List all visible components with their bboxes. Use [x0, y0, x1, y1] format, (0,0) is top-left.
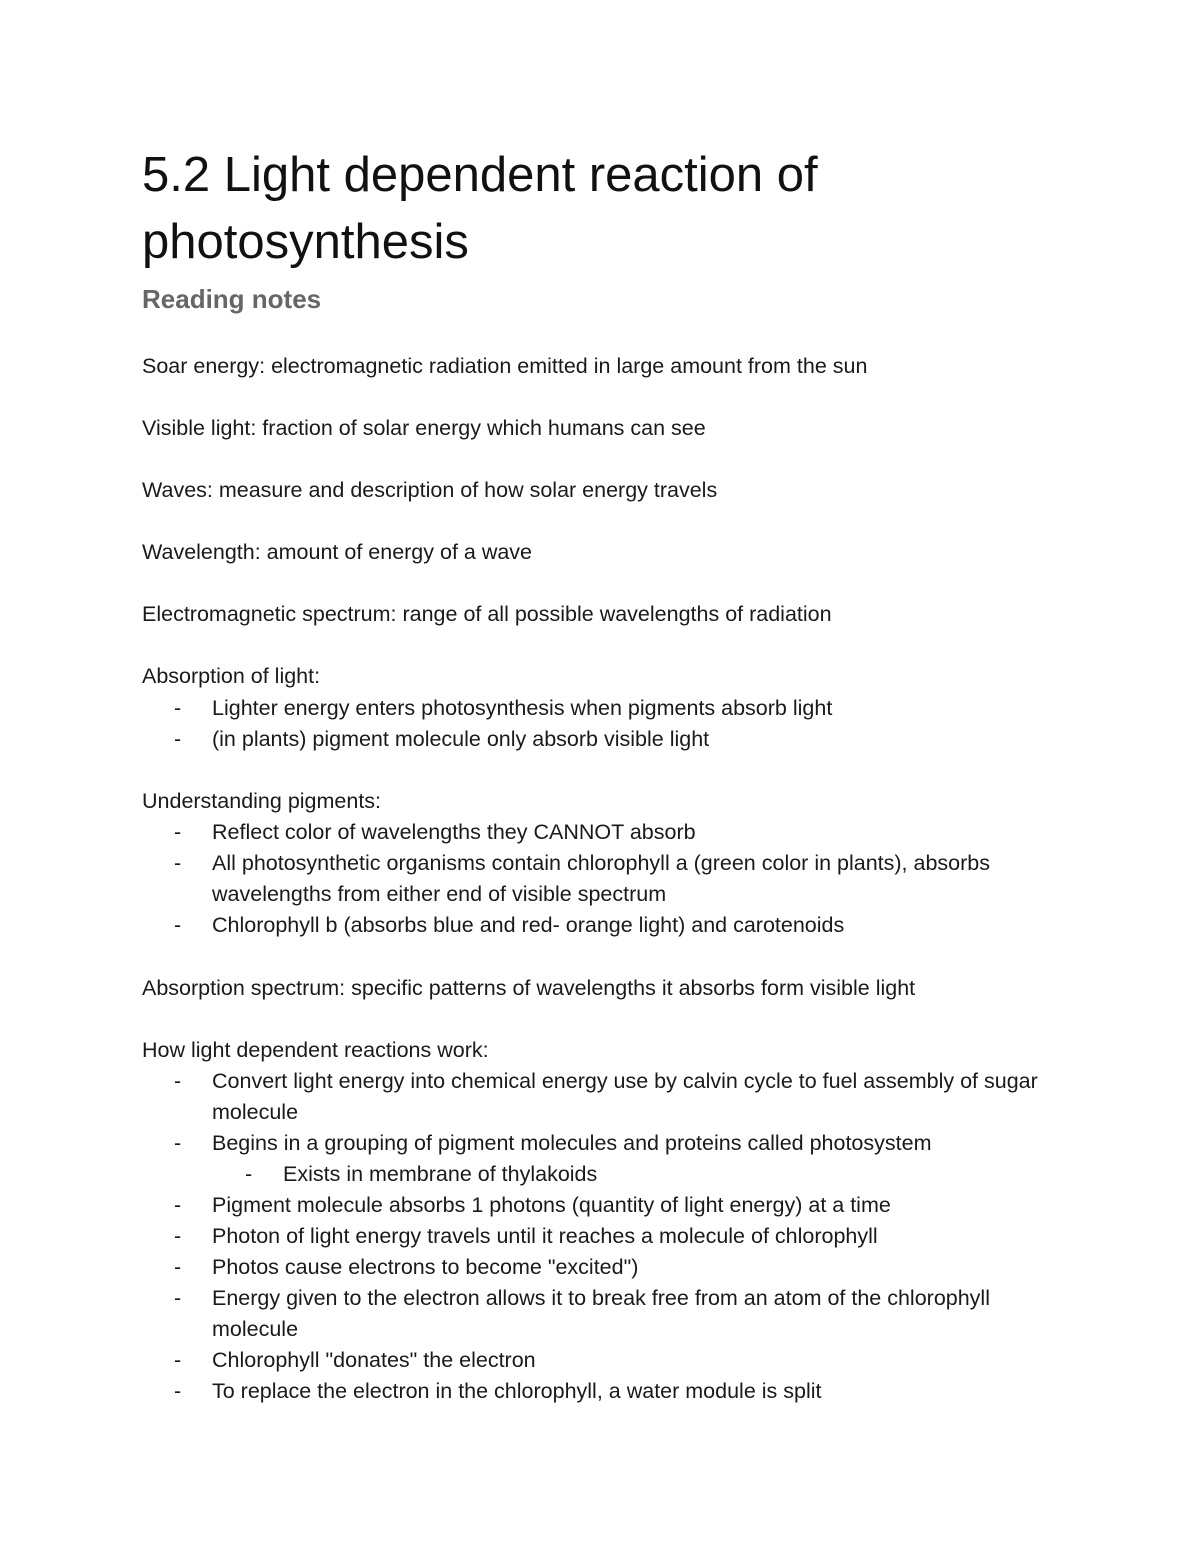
pigments-heading: Understanding pigments:: [142, 789, 382, 813]
bullet-dash: -: [174, 696, 182, 720]
list-item: - Chlorophyll "donates" the electron: [142, 1345, 1072, 1376]
absorption-heading: Absorption of light:: [142, 664, 321, 688]
bullet-dash: -: [174, 1069, 182, 1093]
list-subitem: - Exists in membrane of thylakoids: [142, 1159, 1073, 1190]
pigments-list: [142, 817, 1072, 941]
list-item: - Lighter energy enters photosynthesis when pigments absorb light: [142, 693, 1072, 724]
list-item: - Photos cause electrons to become "excited"): [142, 1252, 1072, 1283]
bullet-dash: -: [245, 1162, 253, 1186]
list-item: - To replace the electron in the chlorophyll, a water module is split: [142, 1376, 1072, 1407]
absorption-spectrum-definition: Absorption spectrum: specific patterns of wavelengths it absorbs form visible light: [142, 976, 916, 1000]
absorption-list: [142, 693, 1072, 755]
bullet-dash: -: [174, 1224, 182, 1248]
bullet-dash: -: [174, 1255, 182, 1279]
definition-solar-energy: Soar energy: electromagnetic radiation emitted in large amount from the sun: [142, 354, 868, 378]
bullet-dash: -: [174, 1379, 182, 1403]
bullet-dash: -: [174, 851, 182, 875]
bullet-dash: -: [174, 1348, 182, 1372]
page-title: 5.2 Light dependent reaction of photosynthesis: [142, 148, 818, 269]
definition-electromagnetic-spectrum: Electromagnetic spectrum: range of all possible wavelengths of radiation: [142, 602, 832, 626]
bullet-dash: -: [174, 727, 182, 751]
list-item: - Photon of light energy travels until it reaches a molecule of chlorophyll: [142, 1221, 1072, 1252]
list-item: - Reflect color of wavelengths they CANNOT absorb: [142, 817, 1072, 848]
definition-visible-light: Visible light: fraction of solar energy which humans can see: [142, 416, 706, 440]
bullet-dash: -: [174, 1193, 182, 1217]
bullet-dash: -: [174, 913, 182, 937]
definition-wavelength: Wavelength: amount of energy of a wave: [142, 540, 533, 564]
list-item: - Convert light energy into chemical energy use by calvin cycle to fuel assembly of sugar molecule: [142, 1066, 1072, 1128]
definition-waves: Waves: measure and description of how solar energy travels: [142, 478, 718, 502]
list-item: - Pigment molecule absorbs 1 photons (quantity of light energy) at a time: [142, 1190, 1072, 1221]
list-item: - All photosynthetic organisms contain chlorophyll a (green color in plants), absorbs wavelengths from either end of visible spectrum: [142, 848, 1072, 910]
bullet-dash: -: [174, 820, 182, 844]
reactions-heading: How light dependent reactions work:: [142, 1038, 489, 1062]
bullet-dash: -: [174, 1131, 182, 1155]
list-item: - Energy given to the electron allows it to break free from an atom of the chlorophyll molecule: [142, 1283, 1072, 1345]
list-item: - (in plants) pigment molecule only absorb visible light: [142, 724, 1072, 755]
list-item: - Begins in a grouping of pigment molecules and proteins called photosystem: [142, 1128, 1072, 1159]
page-subtitle: Reading notes: [142, 284, 322, 314]
reactions-list: [142, 1066, 1073, 1407]
bullet-dash: -: [174, 1286, 182, 1310]
list-item: - Chlorophyll b (absorbs blue and red- orange light) and carotenoids: [142, 910, 1072, 941]
